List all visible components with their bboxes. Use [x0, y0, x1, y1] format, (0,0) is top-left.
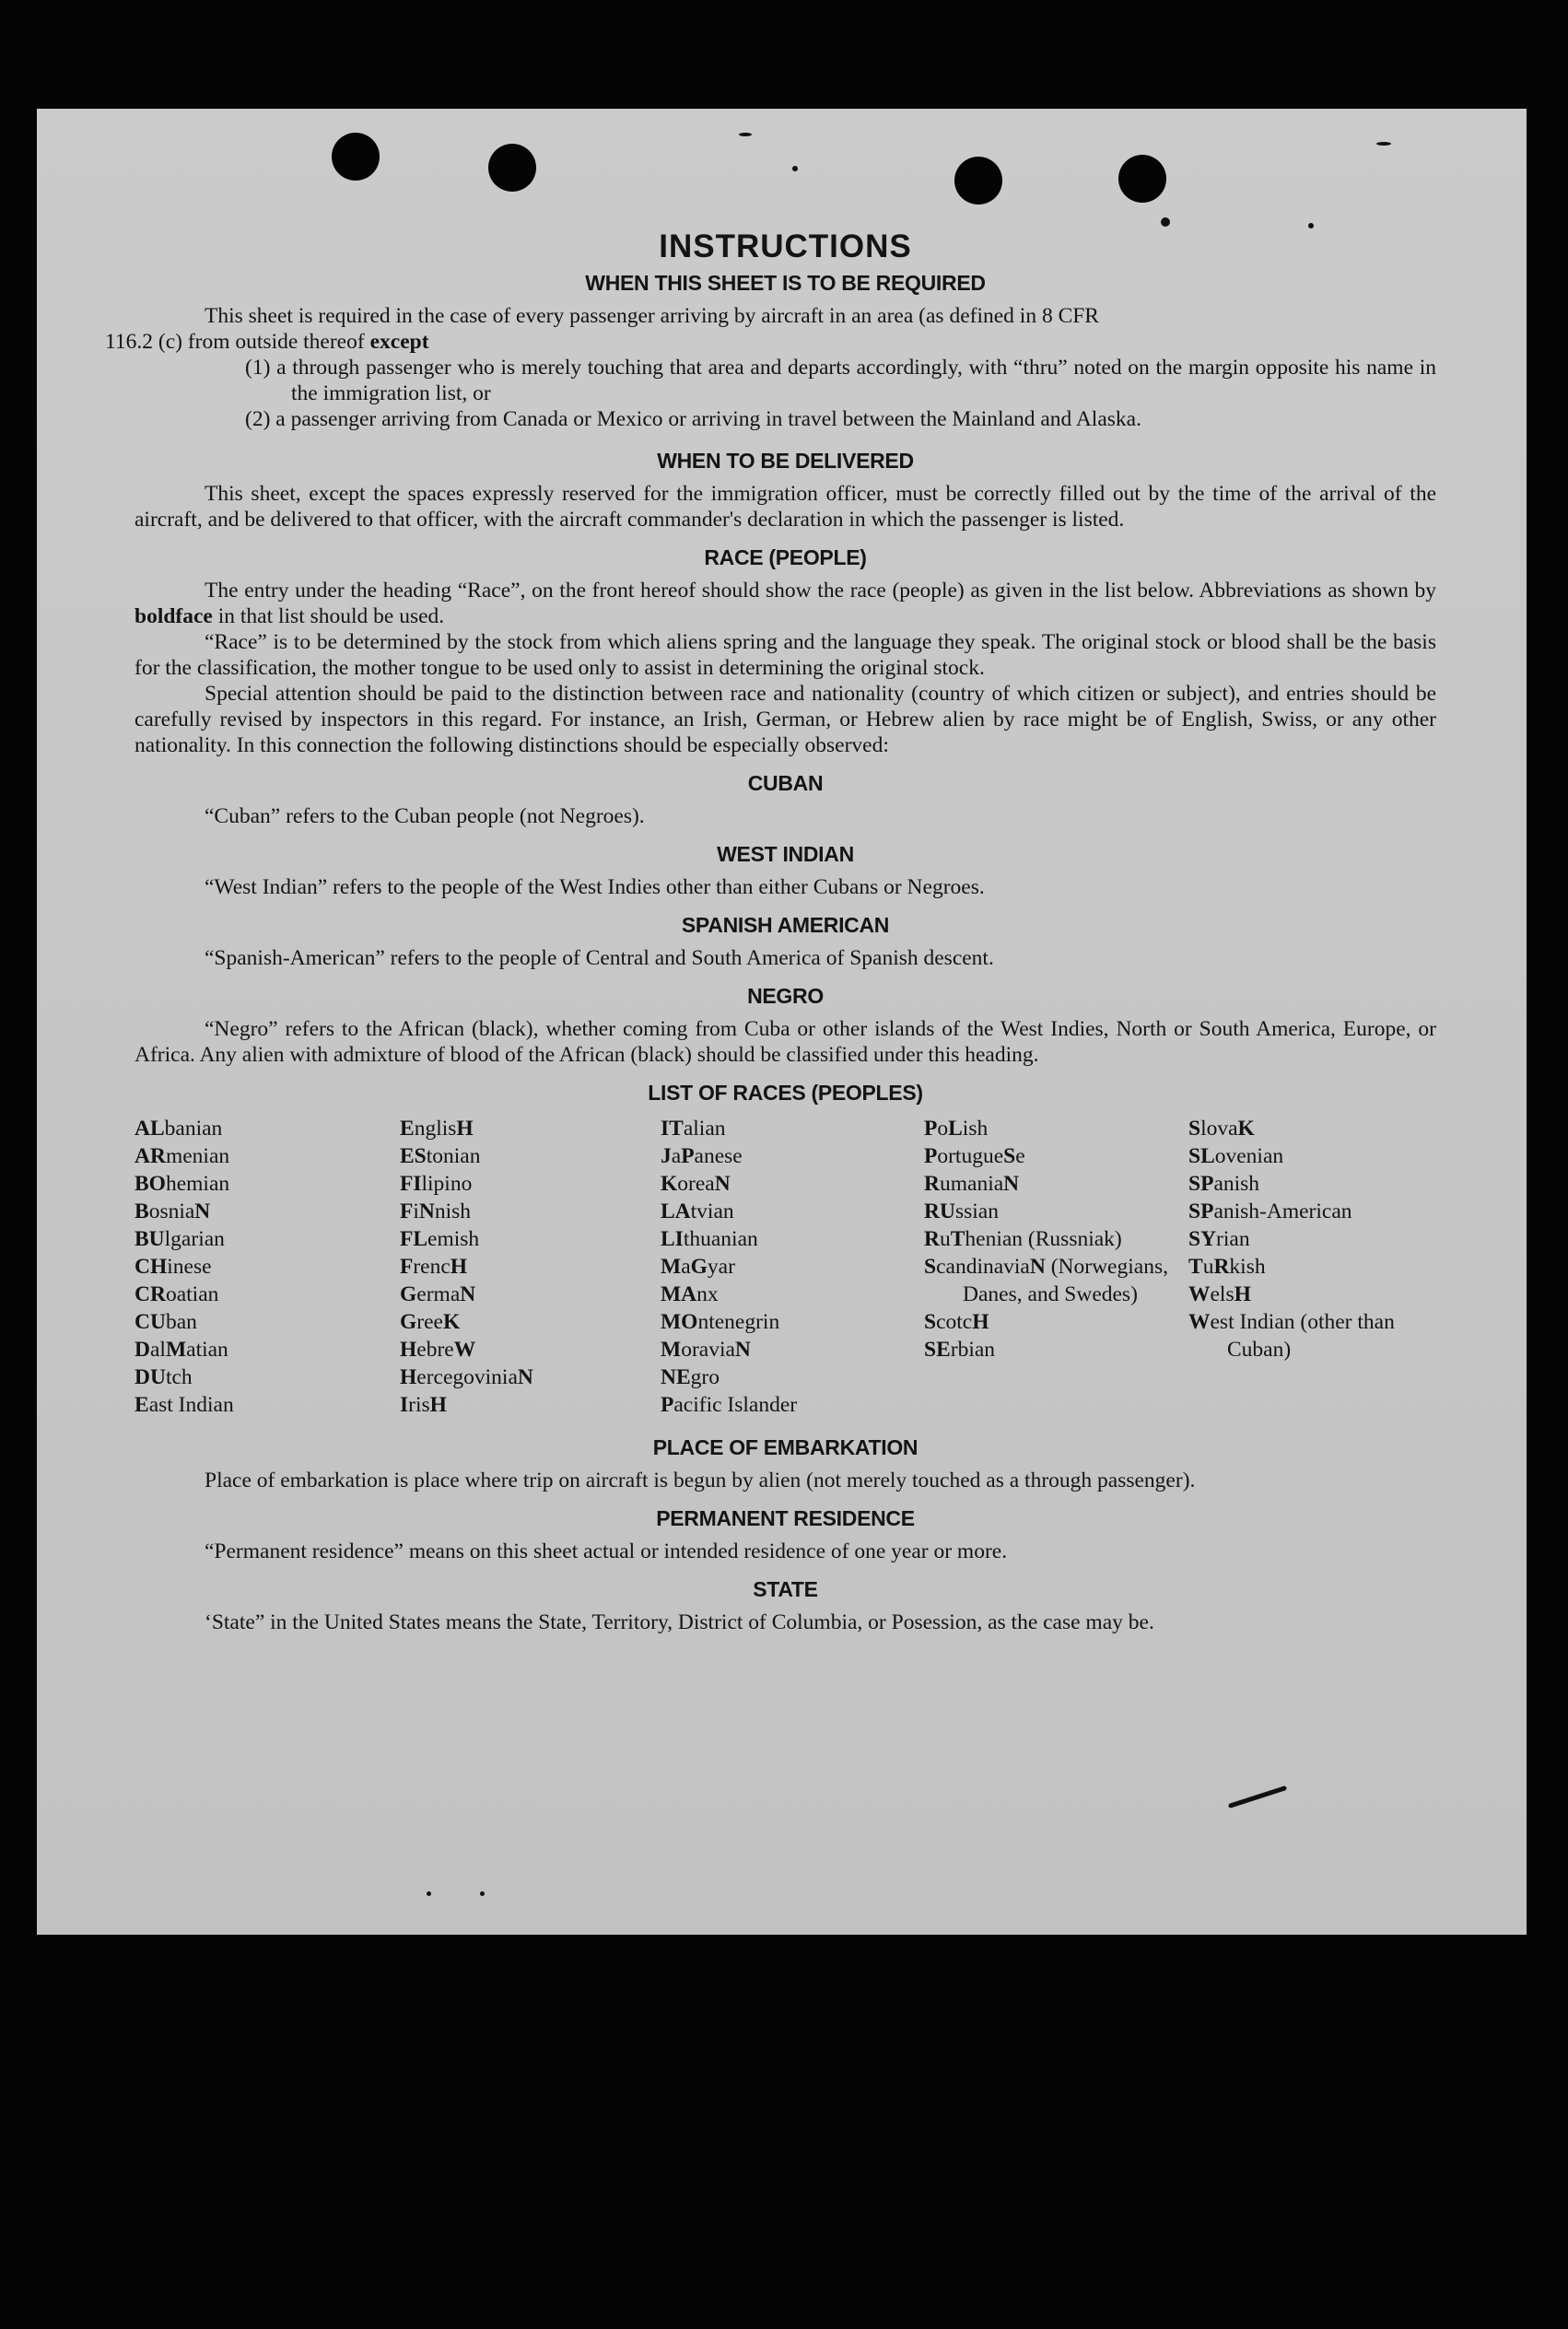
- required-item-2: (2) a passenger arriving from Canada or Mexico or arriving in travel between the Mainland and Alaska.: [245, 407, 1141, 431]
- race-entry: KoreaN: [661, 1172, 731, 1196]
- race-entry: ITalian: [661, 1117, 726, 1141]
- races-column: [135, 1115, 400, 1419]
- races-list: [135, 1115, 1436, 1419]
- race-entry: BUlgarian: [135, 1227, 225, 1251]
- race-entry: MoraviaN: [661, 1338, 751, 1362]
- race-entry: NEgro: [661, 1365, 720, 1389]
- race-entry: ScandinaviaN (Norwegians, Danes, and Swedes): [924, 1255, 1168, 1306]
- race-paragraph-3: Special attention should be paid to the distinction between race and nationality (country of which citizen or subject), and entries should be carefully revised by inspectors in this regard. For instance, an Irish, German, or Hebrew alien by race might be of English, Swiss, or any other nationality. In this connection the following distinctions should be especially observed:: [135, 682, 1436, 757]
- race-entry: West Indian (other than Cuban): [1188, 1310, 1395, 1362]
- instruction-sheet: [37, 109, 1527, 1935]
- required-intro: [105, 303, 1436, 355]
- state-text: ‘State” in the United States means the State, Territory, District of Columbia, or Posession, as the case may be.: [205, 1610, 1154, 1634]
- race-entry: FiNnish: [400, 1200, 472, 1223]
- race-entry: TuRkish: [1188, 1255, 1266, 1279]
- race-entry: PortugueSe: [924, 1144, 1025, 1168]
- required-intro-a: This sheet is required in the case of every passenger arriving by aircraft in an area (as defined in 8 CFR: [205, 304, 1099, 328]
- race-entry: PoLish: [924, 1117, 989, 1141]
- race-entry: IrisH: [400, 1393, 447, 1417]
- race-entry: RuThenian (Russniak): [924, 1227, 1122, 1251]
- race-entry: CRoatian: [135, 1282, 219, 1306]
- race-entry: JaPanese: [661, 1144, 743, 1168]
- race-entry: RumaniaN: [924, 1172, 1020, 1196]
- race-entry: EnglisH: [400, 1117, 474, 1141]
- race-entry: SLovenian: [1188, 1144, 1284, 1168]
- race-entry: HercegoviniaN: [400, 1365, 533, 1389]
- section-heading-cuban: CUBAN: [747, 771, 824, 795]
- race-entry: ARmenian: [135, 1144, 230, 1168]
- section-heading-negro: NEGRO: [747, 984, 824, 1008]
- required-except: except: [369, 330, 429, 354]
- race-entry: ScotcH: [924, 1310, 989, 1334]
- required-intro-b: 116.2 (c) from outside thereof: [105, 330, 365, 354]
- race-paragraph-2: “Race” is to be determined by the stock from which aliens spring and the language they speak. The original stock or blood shall be the basis for the classification, the mother tongue to be used only to assist in determining the original stock.: [135, 630, 1436, 680]
- race-entry: SErbian: [924, 1338, 996, 1362]
- speck: [1161, 217, 1170, 227]
- section-heading-embarkation: PLACE OF EMBARKATION: [652, 1435, 919, 1459]
- west-indian-text: “West Indian” refers to the people of the West Indies other than either Cubans or Negroes.: [205, 875, 985, 899]
- residence-text: “Permanent residence” means on this sheet actual or intended residence of one year or more.: [205, 1539, 1008, 1563]
- race-entry: HebreW: [400, 1338, 476, 1362]
- race-entry: MAnx: [661, 1282, 719, 1306]
- punch-hole: [488, 144, 536, 192]
- speck: [427, 1891, 431, 1896]
- race-entry: East Indian: [135, 1393, 234, 1417]
- race-entry: GreeK: [400, 1310, 461, 1334]
- section-heading-state: STATE: [753, 1577, 818, 1601]
- race-entry: DalMatian: [135, 1338, 228, 1362]
- race-entry: FrencH: [400, 1255, 468, 1279]
- race-p1-b: in that list should be used.: [217, 604, 445, 628]
- race-entry: FIlipino: [400, 1172, 473, 1196]
- speck: [480, 1891, 485, 1896]
- race-entry: CHinese: [135, 1255, 212, 1279]
- race-entry: LIthuanian: [661, 1227, 758, 1251]
- section-heading-list-of-races: LIST OF RACES (PEOPLES): [648, 1081, 923, 1105]
- section-heading-residence: PERMANENT RESIDENCE: [656, 1506, 915, 1530]
- race-entry: BosniaN: [135, 1200, 211, 1223]
- race-entry: FLemish: [400, 1227, 480, 1251]
- spanish-american-text: “Spanish-American” refers to the people of Central and South America of Spanish descent.: [205, 946, 994, 970]
- delivered-text: This sheet, except the spaces expressly reserved for the immigration officer, must be correctly filled out by the time of the arrival of the aircraft, and be delivered to that officer, with the aircraft commander's declaration in which the passenger is listed.: [135, 482, 1436, 532]
- punch-hole: [1118, 155, 1166, 203]
- required-item-1: (1) a through passenger who is merely touching that area and departs accordingly, with “thru” noted on the margin opposite his name in the immigration list, or: [245, 356, 1436, 405]
- embarkation-text: Place of embarkation is place where trip on aircraft is begun by alien (not merely touched as a through passenger).: [205, 1469, 1196, 1492]
- race-entry: CUban: [135, 1310, 197, 1334]
- race-entry: RUssian: [924, 1200, 999, 1223]
- speck: [792, 166, 798, 171]
- race-p1-a: The entry under the heading “Race”, on the front hereof should show the race (people) as given in the list below. Abbreviations as shown by: [205, 579, 1436, 603]
- cuban-text: “Cuban” refers to the Cuban people (not Negroes).: [205, 804, 645, 828]
- races-column: [924, 1115, 1188, 1419]
- races-column: [661, 1115, 924, 1419]
- speck: [739, 133, 752, 136]
- page-title: INSTRUCTIONS: [659, 228, 912, 264]
- race-entry: WelsH: [1188, 1282, 1251, 1306]
- race-entry: Pacific Islander: [661, 1393, 798, 1417]
- section-heading-spanish-american: SPANISH AMERICAN: [681, 913, 890, 937]
- race-entry: MOntenegrin: [661, 1310, 780, 1334]
- race-entry: ALbanian: [135, 1117, 223, 1141]
- speck: [1308, 223, 1314, 228]
- race-entry: SPanish-American: [1188, 1200, 1352, 1223]
- race-entry: SlovaK: [1188, 1117, 1255, 1141]
- race-entry: LAtvian: [661, 1200, 734, 1223]
- race-entry: DUtch: [135, 1365, 193, 1389]
- race-paragraph-1: [135, 578, 1436, 629]
- race-p1-bold: boldface: [135, 604, 213, 628]
- punch-hole: [954, 157, 1002, 205]
- section-heading-west-indian: WEST INDIAN: [717, 842, 854, 866]
- section-heading-delivered: WHEN TO BE DELIVERED: [657, 449, 914, 473]
- negro-text: “Negro” refers to the African (black), whether coming from Cuba or other islands of the West Indies, North or South America, Europe, or Africa. Any alien with admixture of blood of the African (black) should be classified under this heading.: [135, 1017, 1436, 1067]
- race-entry: SYrian: [1188, 1227, 1250, 1251]
- race-entry: MaGyar: [661, 1255, 735, 1279]
- races-column: [1188, 1115, 1446, 1419]
- speck: [1376, 142, 1391, 146]
- section-heading-race: RACE (PEOPLE): [704, 545, 867, 569]
- race-entry: GermaN: [400, 1282, 476, 1306]
- punch-hole: [332, 133, 380, 181]
- races-column: [400, 1115, 661, 1419]
- race-entry: SPanish: [1188, 1172, 1260, 1196]
- race-entry: EStonian: [400, 1144, 481, 1168]
- race-entry: BOhemian: [135, 1172, 230, 1196]
- section-heading-required: WHEN THIS SHEET IS TO BE REQUIRED: [585, 271, 986, 295]
